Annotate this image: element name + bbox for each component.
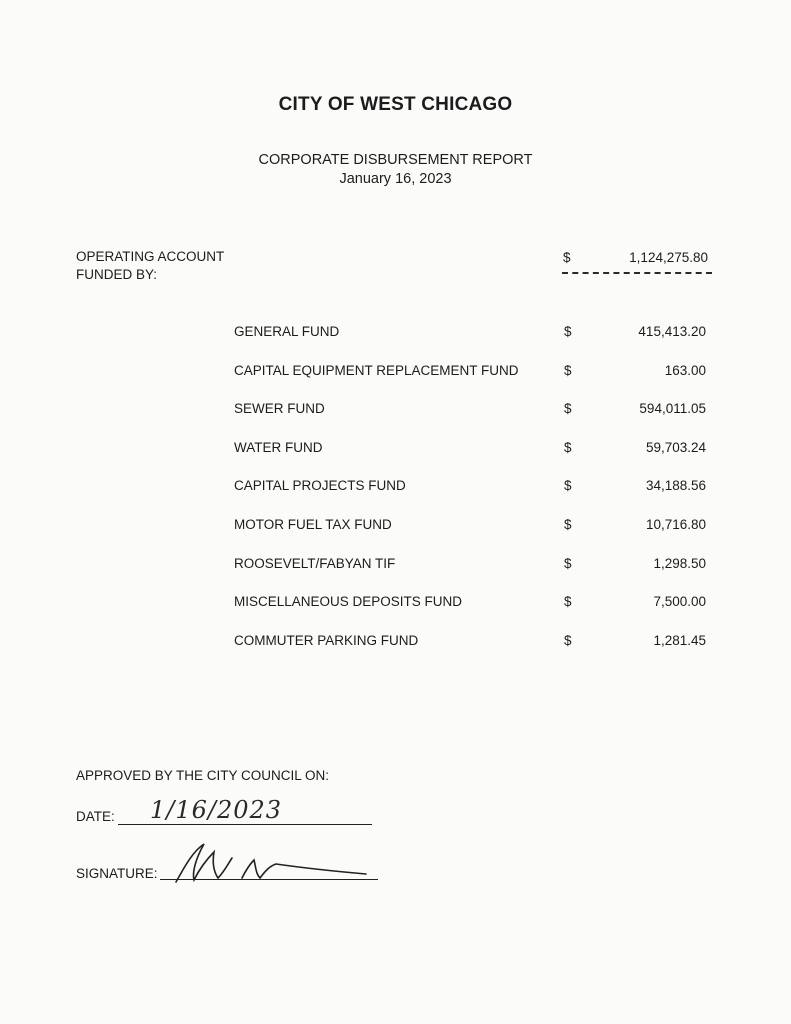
fund-name: MOTOR FUEL TAX FUND [234,517,392,532]
fund-amount: 7,500.00 [653,594,706,610]
operating-amount: 1,124,275.80 [629,250,708,265]
total-dashed-rule [562,272,712,274]
report-subtitle [0,151,791,189]
operating-account-label [76,248,224,284]
fund-name: CAPITAL PROJECTS FUND [234,478,406,494]
fund-row [0,556,791,576]
fund-currency: $ [564,439,572,455]
fund-row [0,440,791,460]
fund-row [0,401,791,421]
fund-currency: $ [564,632,572,648]
report-name: CORPORATE DISBURSEMENT REPORT [258,152,533,168]
page-title: CITY OF WEST CHICAGO [278,94,513,115]
fund-amount: 10,716.80 [645,517,706,532]
fund-name: CAPITAL EQUIPMENT REPLACEMENT FUND [234,362,519,378]
fund-currency: $ [564,324,572,339]
fund-row [0,324,791,344]
date-line [118,824,372,825]
fund-name: SEWER FUND [234,401,325,417]
fund-name: GENERAL FUND [234,324,340,339]
handwritten-date: 1/16/2023 [150,796,283,824]
fund-row [0,594,791,614]
funded-by-line: FUNDED BY: [76,267,158,282]
date-label: DATE: [76,809,115,824]
fund-amount: 34,188.56 [645,478,706,494]
fund-currency: $ [564,594,572,610]
fund-name: COMMUTER PARKING FUND [234,632,419,648]
fund-currency: $ [564,478,572,494]
fund-row [0,633,791,653]
fund-row [0,478,791,498]
operating-currency: $ [563,250,571,265]
fund-amount: 415,413.20 [638,324,706,339]
handwritten-signature [170,838,370,888]
fund-name: MISCELLANEOUS DEPOSITS FUND [234,594,463,610]
fund-currency: $ [564,362,572,378]
fund-amount: 163.00 [664,362,706,378]
fund-name: WATER FUND [234,439,323,455]
approved-label: APPROVED BY THE CITY COUNCIL ON: [76,768,330,783]
fund-row [0,363,791,383]
fund-amount: 59,703.24 [645,439,706,455]
report-date: January 16, 2023 [339,171,452,187]
operating-account-line: OPERATING ACCOUNT [76,249,225,264]
fund-currency: $ [564,401,572,417]
fund-amount: 594,011.05 [639,401,706,417]
signature-label: SIGNATURE: [76,866,158,881]
fund-row [0,517,791,537]
fund-amount: 1,281.45 [653,632,706,648]
fund-currency: $ [564,517,572,532]
fund-currency: $ [564,555,572,571]
fund-amount: 1,298.50 [653,555,706,571]
fund-name: ROOSEVELT/FABYAN TIF [234,555,396,571]
